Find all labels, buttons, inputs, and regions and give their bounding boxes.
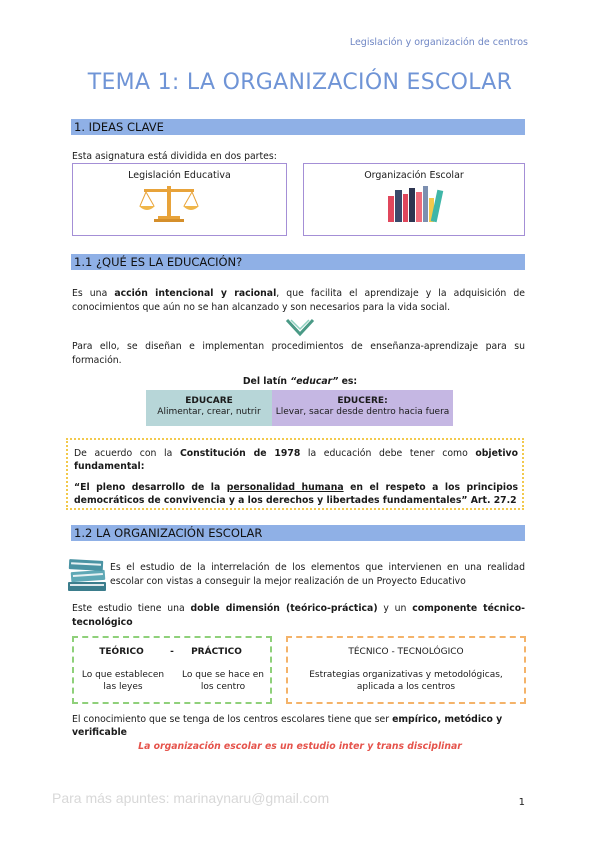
constitucion-quote: “El pleno desarrollo de la personalidad humana en el respeto a los principios democráticos de convivencia y a los derechos y libertades fundamentales” Art. 27.2 xyxy=(74,482,518,506)
section-heading-ideas-clave: 1. IDEAS CLAVE xyxy=(71,119,525,135)
inter-trans-disciplinar: La organización escolar es un estudio inter y trans disciplinar xyxy=(138,741,462,752)
page-number: 1 xyxy=(518,797,525,808)
latin-origin: Del latín “educar” es: xyxy=(242,376,358,387)
teorico-title: TEÓRICO xyxy=(99,647,144,657)
tecnico-title: TÉCNICO - TECNOLÓGICO xyxy=(348,647,464,657)
books-icon xyxy=(386,184,446,224)
chevron-down-icon xyxy=(285,318,315,338)
conocimiento-text: El conocimiento que se tenga de los centros escolares tiene que ser empírico, metódico y verificable xyxy=(72,714,503,738)
teorico-text: Lo que establecen las leyes xyxy=(81,670,165,692)
scales-icon xyxy=(138,184,200,224)
tecnico-text: Estrategias organizativas y metodológicas, aplicada a los centros xyxy=(309,670,503,692)
section-heading-organizacion: 1.2 LA ORGANIZACIÓN ESCOLAR xyxy=(71,525,525,541)
doble-dimension: Este estudio tiene una doble dimensión (teórico-práctica) y un componente técnico-tecnológico xyxy=(72,603,526,628)
section-heading-educacion: 1.1 ¿QUÉ ES LA EDUCACIÓN? xyxy=(71,254,525,270)
legislacion-label: Legislación Educativa xyxy=(128,170,231,181)
constitucion-box xyxy=(66,438,524,510)
educare-text: Alimentar, crear, nutrir xyxy=(157,407,261,417)
educare-title: EDUCARE xyxy=(185,396,233,406)
page-title: TEMA 1: LA ORGANIZACIÓN ESCOLAR xyxy=(87,70,513,95)
ideas-intro: Esta asignatura está dividida en dos partes: xyxy=(72,151,277,162)
header-note: Legislación y organización de centros xyxy=(349,37,528,48)
educacion-definition: Es una acción intencional y racional, que facilita el aprendizaje y la adquisición de conocimientos que aún no se han alcanzado y son necesarios para la vida social. xyxy=(72,288,525,313)
practico-text: Lo que se hace en los centro xyxy=(182,670,264,692)
educacion-formacion: Para ello, se diseñan e implementan procedimientos de enseñanza-aprendizaje para su formación. xyxy=(72,341,525,366)
educere-text: Llevar, sacar desde dentro hacia fuera xyxy=(275,407,450,417)
organizacion-label: Organización Escolar xyxy=(364,170,464,181)
educare-cell xyxy=(146,390,272,426)
educere-title: EDUCERE: xyxy=(337,396,388,406)
tecnico-box xyxy=(286,636,526,704)
practico-title: PRÁCTICO xyxy=(191,647,242,657)
watermark: Para más apuntes: marinaynaru@gmail.com xyxy=(52,790,330,806)
organizacion-definition: Es el estudio de la interrelación de los elementos que intervienen en una realidad escolar con vistas a conseguir la mejor realización de un Proyecto Educativo xyxy=(110,562,525,587)
legislacion-box xyxy=(72,163,287,236)
stacked-books-icon xyxy=(66,556,108,594)
teorico-practico-box xyxy=(72,636,272,704)
educere-cell xyxy=(272,390,453,426)
constitucion-text: De acuerdo con la Constitución de 1978 la educación debe tener como objetivo fundamental: xyxy=(74,448,519,472)
organizacion-box xyxy=(303,163,525,236)
dash-separator: - xyxy=(170,647,174,657)
